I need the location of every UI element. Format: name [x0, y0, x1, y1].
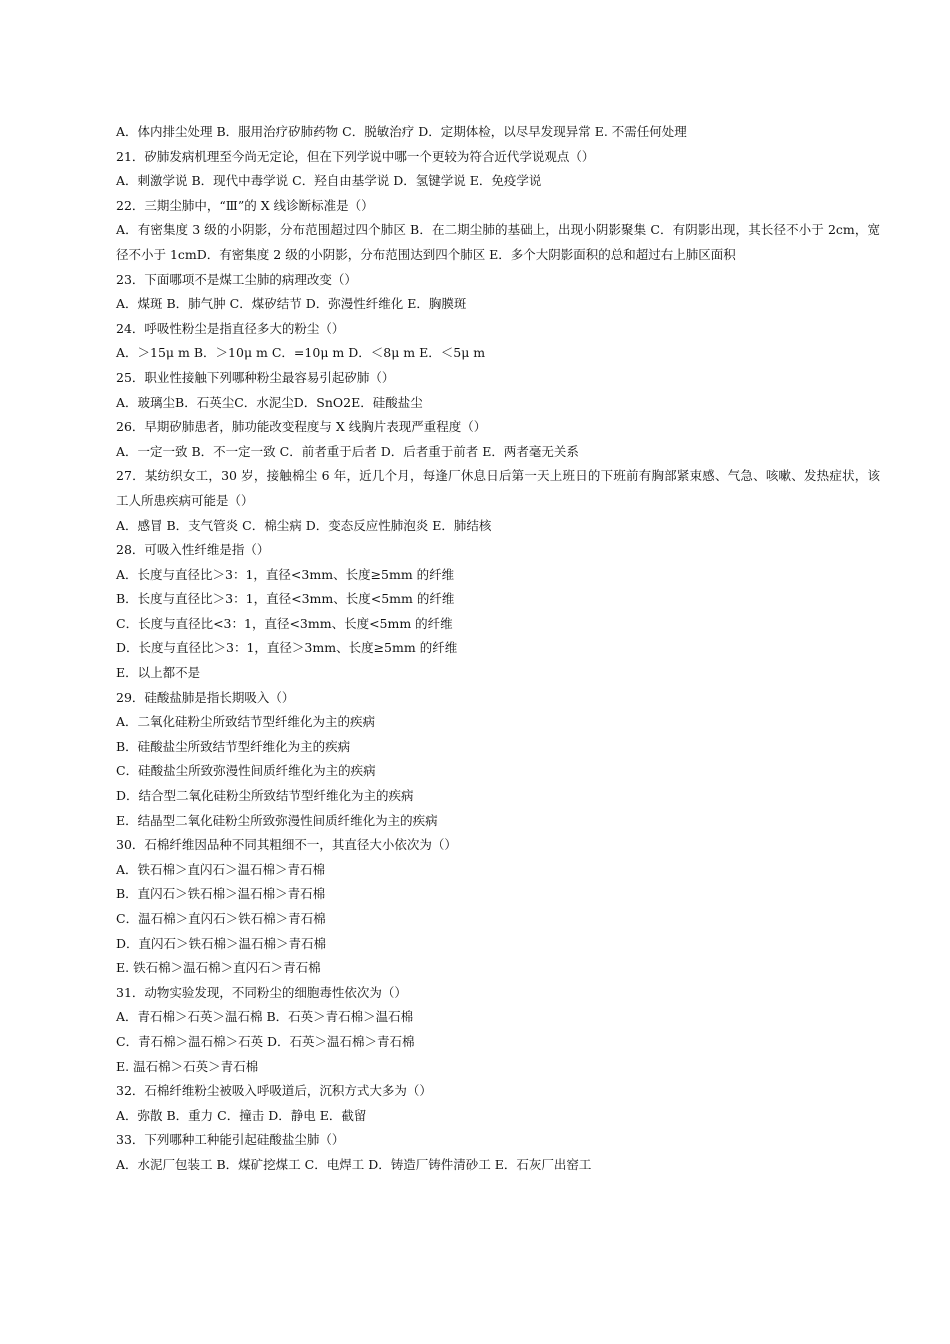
options-32: A．弥散 B．重力 C．撞击 D．静电 E．截留 — [116, 1107, 367, 1123]
option-29-e: E．结晶型二氧化硅粉尘所致弥漫性间质纤维化为主的疾病 — [116, 812, 438, 828]
document-page — [116, 120, 880, 1178]
option-28-a: A．长度与直径比＞3：1，直径<3mm、长度≥5mm 的纤维 — [116, 566, 455, 582]
option-30-e: E. 铁石棉＞温石棉＞直闪石＞青石棉 — [116, 960, 321, 976]
question-30: 30．石棉纤维因品种不同其粗细不一，其直径大小依次为（） — [116, 837, 457, 853]
option-29-a: A．二氧化硅粉尘所致结节型纤维化为主的疾病 — [116, 714, 376, 730]
question-21: 21．矽肺发病机理至今尚无定论，但在下列学说中哪一个更较为符合近代学说观点（） — [116, 148, 595, 164]
question-32: 32．石棉纤维粉尘被吸入呼吸道后，沉积方式大多为（） — [116, 1083, 432, 1099]
options-22: A．有密集度 3 级的小阴影，分布范围超过四个肺区 B．在二期尘肺的基础上，出现小阴影聚集 C．有阴影出现，其长径不小于 2cm，宽径不小于 1cmD．有密集度 2 级的小阴影，分布范围达到四个肺区 E．多个大阴影面积的总和超过右上肺区面积 — [116, 222, 880, 262]
question-25: 25．职业性接触下列哪种粉尘最容易引起矽肺（） — [116, 369, 395, 385]
question-29: 29．硅酸盐肺是指长期吸入（） — [116, 689, 295, 705]
option-30-d: D．直闪石＞铁石棉＞温石棉＞青石棉 — [116, 935, 327, 951]
option-29-c: C．硅酸盐尘所致弥漫性间质纤维化为主的疾病 — [116, 763, 376, 779]
question-31: 31．动物实验发现，不同粉尘的细胞毒性依次为（） — [116, 984, 407, 1000]
options-27: A．感冒 B．支气管炎 C．棉尘病 D．变态反应性肺泡炎 E．肺结核 — [116, 517, 492, 533]
question-24: 24．呼吸性粉尘是指直径多大的粉尘（） — [116, 320, 345, 336]
question-22: 22．三期尘肺中，“Ⅲ”的 X 线诊断标准是（） — [116, 197, 374, 213]
option-28-b: B．长度与直径比＞3：1，直径<3mm、长度<5mm 的纤维 — [116, 591, 455, 607]
option-29-d: D．结合型二氧化硅粉尘所致结节型纤维化为主的疾病 — [116, 788, 414, 804]
question-33: 33．下列哪种工种能引起硅酸盐尘肺（） — [116, 1132, 345, 1148]
question-26: 26．早期矽肺患者，肺功能改变程度与 X 线胸片表现严重程度（） — [116, 419, 487, 435]
options-26: A．一定一致 B．不一定一致 C．前者重于后者 D．后者重于前者 E．两者毫无关系 — [116, 443, 579, 459]
text-line: A．体内排尘处理 B．服用治疗矽肺药物 C．脱敏治疗 D．定期体检，以尽早发现异常 E. 不需任何处理 — [116, 124, 687, 139]
option-30-b: B．直闪石＞铁石棉＞温石棉＞青石棉 — [116, 886, 326, 902]
options-33: A．水泥厂包装工 B．煤矿挖煤工 C．电焊工 D．铸造厂铸件清砂工 E．石灰厂出窑工 — [116, 1156, 592, 1172]
options-25: A．玻璃尘B．石英尘C．水泥尘D．SnO2E．硅酸盐尘 — [116, 394, 423, 410]
option-29-b: B．硅酸盐尘所致结节型纤维化为主的疾病 — [116, 738, 351, 754]
option-28-c: C．长度与直径比<3：1，直径<3mm、长度<5mm 的纤维 — [116, 615, 453, 631]
option-28-e: E．以上都不是 — [116, 665, 201, 681]
option-30-a: A．铁石棉＞直闪石＞温石棉＞青石棉 — [116, 861, 326, 877]
options-23: A．煤斑 B．肺气肿 C．煤矽结节 D．弥漫性纤维化 E．胸膜斑 — [116, 296, 467, 312]
options-31-cd: C．青石棉＞温石棉＞石英 D．石英＞温石棉＞青石棉 — [116, 1033, 415, 1049]
option-30-c: C．温石棉＞直闪石＞铁石棉＞青石棉 — [116, 911, 326, 926]
option-28-d: D．长度与直径比＞3：1，直径＞3mm、长度≥5mm 的纤维 — [116, 640, 458, 656]
question-28: 28．可吸入性纤维是指（） — [116, 542, 270, 558]
options-21: A．刺激学说 B．现代中毒学说 C．羟自由基学说 D．氢键学说 E．免疫学说 — [116, 173, 542, 189]
question-27: 27．某纺织女工，30 岁，接触棉尘 6 年，近几个月，每逢厂休息日后第一天上班日的下班前有胸部紧束感、气急、咳嗽、发热症状，该工人所患疾病可能是（） — [116, 468, 880, 508]
options-24: A．＞15μ m B．＞10μ m C．=10μ m D．＜8μ m E．＜5μ m — [116, 345, 486, 361]
question-23: 23．下面哪项不是煤工尘肺的病理改变（） — [116, 271, 357, 287]
options-31-ab: A．青石棉＞石英＞温石棉 B．石英＞青石棉＞温石棉 — [116, 1009, 414, 1025]
option-31-e: E. 温石棉＞石英＞青石棉 — [116, 1058, 259, 1074]
